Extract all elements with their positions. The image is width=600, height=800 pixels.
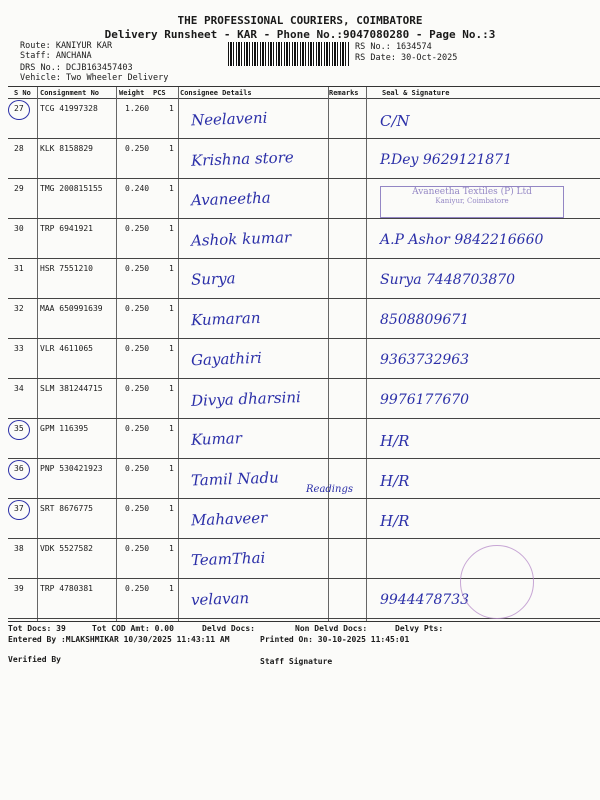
row-consignment: SLM 381244715: [40, 384, 103, 393]
rs-no: RS No.: 1634574: [355, 42, 432, 52]
vehicle: Vehicle: Two Wheeler Delivery: [20, 73, 169, 83]
row-sno: 37: [14, 504, 24, 513]
row-pcs: 1: [169, 304, 174, 313]
row-pcs: 1: [169, 544, 174, 553]
tot-docs: Tot Docs: 39: [8, 624, 66, 633]
row-sno: 28: [14, 144, 24, 153]
row-pcs: 1: [169, 424, 174, 433]
sno-circle: [8, 420, 30, 440]
row-consignment: TRP 6941921: [40, 224, 93, 233]
row-signature: H/R: [380, 472, 410, 490]
row-sno: 38: [14, 544, 24, 553]
row-consignment: TRP 4780381: [40, 584, 93, 593]
row-consignee: velavan: [190, 588, 250, 610]
row-divider: [8, 378, 600, 379]
row-pcs: 1: [169, 224, 174, 233]
company-stamp: Avaneetha Textiles (P) Ltd Kaniyur, Coimbatore: [380, 186, 564, 218]
row-consignment: MAA 650991639: [40, 304, 103, 313]
row-weight: 0.250: [125, 384, 150, 393]
readings-note: Readings: [306, 484, 353, 495]
row-weight: 1.260: [125, 104, 150, 113]
runsheet-table: [8, 86, 600, 622]
row-consignee: TeamThai: [190, 548, 266, 570]
row-signature: 9976177670: [380, 392, 470, 408]
row-divider: [8, 618, 600, 619]
rs-date: RS Date: 30-Oct-2025: [355, 53, 458, 63]
row-weight: 0.250: [125, 584, 150, 593]
row-weight: 0.250: [125, 264, 150, 273]
drs-no: DRS No.: DCJB163457403: [20, 63, 133, 73]
row-consignment: TCG 41997328: [40, 104, 98, 113]
row-weight: 0.250: [125, 344, 150, 353]
row-consignment: PNP 530421923: [40, 464, 103, 473]
row-sno: 30: [14, 224, 24, 233]
staff-signature: Staff Signature: [260, 657, 333, 666]
col-consignee: Consignee Details: [180, 89, 252, 97]
row-consignee: Gayathiri: [190, 348, 263, 370]
col-consignment: Consignment No: [40, 89, 100, 97]
row-consignment: GPM 116395: [40, 424, 89, 433]
round-seal: [460, 545, 534, 619]
sno-circle: [8, 460, 30, 480]
row-divider: [8, 418, 600, 419]
row-consignment: KLK 8158829: [40, 144, 93, 153]
row-divider: [8, 498, 600, 499]
row-pcs: 1: [169, 344, 174, 353]
company-title: THE PROFESSIONAL COURIERS, COIMBATORE: [177, 14, 423, 27]
route: Route: KANIYUR KAR: [20, 41, 113, 51]
row-consignee: Neelaveni: [190, 108, 268, 130]
row-divider: [8, 178, 600, 179]
row-divider: [8, 218, 600, 219]
row-consignment: SRT 8676775: [40, 504, 93, 513]
row-consignee: Surya: [190, 269, 236, 289]
row-signature: Surya 7448703870: [380, 272, 516, 288]
row-sno: 29: [14, 184, 24, 193]
col-remarks: Remarks: [329, 89, 359, 97]
row-signature: A.P Ashor 9842216660: [380, 232, 544, 248]
row-weight: 0.250: [125, 304, 150, 313]
row-signature: 8508809671: [380, 312, 470, 328]
row-sno: 39: [14, 584, 24, 593]
row-consignment: VDK 5527582: [40, 544, 93, 553]
row-divider: [8, 458, 600, 459]
row-signature: 9363732963: [380, 352, 470, 368]
col-sno: S No: [14, 89, 31, 97]
row-consignee: Kumaran: [190, 308, 261, 330]
col-pcs: PCS: [153, 89, 166, 97]
row-signature: H/R: [380, 432, 410, 450]
row-pcs: 1: [169, 464, 174, 473]
row-sno: 34: [14, 384, 24, 393]
row-weight: 0.250: [125, 224, 150, 233]
staff: Staff: ANCHANA: [20, 51, 92, 61]
row-consignment: VLR 4611065: [40, 344, 93, 353]
row-sno: 33: [14, 344, 24, 353]
row-sno: 31: [14, 264, 24, 273]
row-consignee: Avaneetha: [190, 188, 271, 210]
row-divider: [8, 338, 600, 339]
row-weight: 0.250: [125, 144, 150, 153]
header-divider: [8, 98, 600, 99]
sno-circle: [8, 500, 30, 520]
row-consignee: Tamil Nadu: [190, 468, 279, 490]
row-signature: P.Dey 9629121871: [380, 152, 512, 168]
row-divider: [8, 138, 600, 139]
col-weight: Weight: [119, 89, 145, 97]
row-consignment: TMG 200815155: [40, 184, 103, 193]
printed-on: Printed On: 30-10-2025 11:45:01: [260, 635, 410, 644]
row-pcs: 1: [169, 584, 174, 593]
row-pcs: 1: [169, 184, 174, 193]
non-delvd-docs: Non Delvd Docs:: [295, 624, 368, 633]
row-pcs: 1: [169, 144, 174, 153]
row-sno: 32: [14, 304, 24, 313]
row-sno: 35: [14, 424, 24, 433]
row-consignee: Divya dharsini: [190, 388, 302, 410]
row-divider: [8, 298, 600, 299]
row-pcs: 1: [169, 384, 174, 393]
row-signature: 9944478733: [380, 592, 470, 608]
row-weight: 0.250: [125, 544, 150, 553]
row-weight: 0.250: [125, 464, 150, 473]
row-consignee: Ashok kumar: [190, 228, 292, 250]
row-pcs: 1: [169, 264, 174, 273]
row-weight: 0.240: [125, 184, 150, 193]
row-sno: 36: [14, 464, 24, 473]
row-signature: C/N: [380, 112, 410, 130]
col-signature: Seal & Signature: [382, 89, 450, 97]
tot-cod: Tot COD Amt: 0.00: [92, 624, 174, 633]
row-sno: 27: [14, 104, 24, 113]
row-consignee: Kumar: [190, 429, 243, 449]
row-consignee: Mahaveer: [190, 508, 268, 530]
barcode: [228, 42, 350, 66]
row-pcs: 1: [169, 504, 174, 513]
row-divider: [8, 538, 600, 539]
row-divider: [8, 258, 600, 259]
row-consignee: Krishna store: [190, 148, 295, 170]
delvy-pts: Delvy Pts:: [395, 624, 444, 633]
row-pcs: 1: [169, 104, 174, 113]
row-signature: H/R: [380, 512, 410, 530]
entered-by: Entered By :MLAKSHMIKAR 10/30/2025 11:43:11 AM: [8, 635, 230, 644]
row-consignment: HSR 7551210: [40, 264, 93, 273]
sno-circle: [8, 100, 30, 120]
verified-by: Verified By: [8, 655, 61, 664]
row-weight: 0.250: [125, 424, 150, 433]
delvd-docs: Delvd Docs:: [202, 624, 255, 633]
runsheet-subtitle: Delivery Runsheet - KAR - Phone No.:9047080280 - Page No.:3: [104, 28, 496, 41]
row-weight: 0.250: [125, 504, 150, 513]
